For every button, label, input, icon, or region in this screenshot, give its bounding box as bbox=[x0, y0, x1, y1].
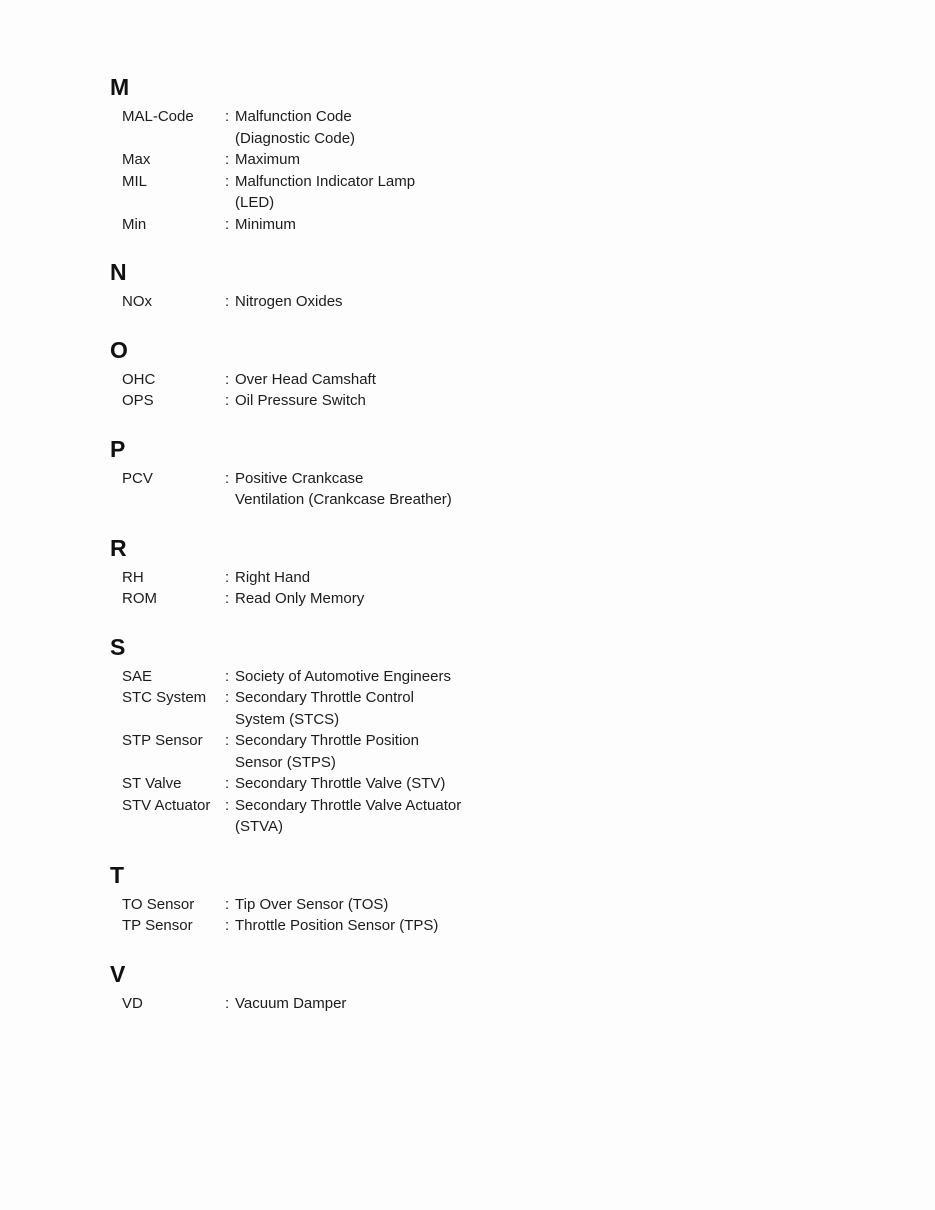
definition-separator: : bbox=[225, 568, 230, 586]
letter-section bbox=[110, 436, 610, 511]
abbreviation-entry bbox=[122, 214, 610, 236]
abbreviation-definition bbox=[235, 915, 610, 937]
abbreviation-term: RH bbox=[122, 568, 144, 586]
definition-line: Read Only Memory bbox=[235, 590, 365, 607]
definition-line: Minimum bbox=[235, 215, 296, 233]
abbreviation-definition bbox=[235, 894, 610, 916]
abbreviation-term: PCV bbox=[122, 469, 153, 487]
abbreviation-entry bbox=[122, 567, 610, 589]
abbreviation-definition bbox=[235, 773, 610, 795]
definition-line: (STVA) bbox=[235, 818, 284, 835]
definition-line: Nitrogen Oxides bbox=[235, 293, 343, 310]
abbreviation-definition bbox=[235, 993, 610, 1015]
abbreviation-entry bbox=[122, 390, 610, 412]
definition-line: Secondary Throttle Valve (STV) bbox=[235, 775, 446, 792]
letter-section bbox=[110, 862, 610, 937]
abbreviation-term: Max bbox=[122, 151, 151, 168]
abbreviation-definition bbox=[235, 468, 610, 511]
abbreviation-term: STV Actuator bbox=[122, 796, 211, 814]
abbreviation-entry bbox=[122, 993, 610, 1015]
definition-line: Over Head Camshaft bbox=[235, 370, 376, 388]
section-entries bbox=[110, 894, 610, 937]
abbreviation-term: STP Sensor bbox=[122, 732, 203, 749]
definition-separator: : bbox=[225, 215, 230, 233]
definition-line: Society of Automotive Engineers bbox=[235, 667, 451, 685]
abbreviation-entry bbox=[122, 730, 610, 773]
abbreviation-definition bbox=[235, 214, 610, 236]
section-letter-heading: T bbox=[110, 861, 125, 888]
definition-separator: : bbox=[225, 392, 230, 409]
section-letter-heading: P bbox=[110, 435, 126, 462]
section-letter-heading: O bbox=[110, 336, 128, 363]
definition-line: Malfunction Indicator Lamp bbox=[235, 172, 416, 190]
abbreviation-term: OHC bbox=[122, 370, 156, 388]
abbreviation-definition bbox=[235, 106, 610, 149]
abbreviation-entry bbox=[122, 291, 610, 313]
abbreviation-entry bbox=[122, 894, 610, 916]
definition-line: Ventilation (Crankcase Breather) bbox=[235, 491, 452, 508]
abbreviation-definition bbox=[235, 588, 610, 610]
section-entries bbox=[110, 106, 610, 235]
abbreviation-term: MAL-Code bbox=[122, 108, 194, 125]
abbreviation-list bbox=[110, 74, 610, 1038]
letter-section bbox=[110, 259, 610, 313]
definition-separator: : bbox=[225, 172, 230, 190]
letter-section bbox=[110, 535, 610, 610]
definition-line: Vacuum Damper bbox=[235, 994, 347, 1012]
abbreviation-definition bbox=[235, 795, 610, 838]
definition-line: (LED) bbox=[235, 194, 275, 211]
abbreviation-term: TP Sensor bbox=[122, 917, 193, 934]
abbreviation-term: ROM bbox=[122, 590, 157, 607]
letter-section bbox=[110, 634, 610, 838]
definition-separator: : bbox=[225, 796, 230, 814]
section-letter-heading: M bbox=[110, 74, 130, 100]
definition-separator: : bbox=[225, 370, 230, 388]
definition-separator: : bbox=[225, 689, 230, 706]
abbreviation-entry bbox=[122, 588, 610, 610]
abbreviation-term: STC System bbox=[122, 689, 207, 706]
section-entries bbox=[110, 369, 610, 412]
abbreviation-definition bbox=[235, 666, 610, 688]
abbreviation-term: ST Valve bbox=[122, 775, 182, 792]
definition-line: Oil Pressure Switch bbox=[235, 392, 366, 409]
definition-line: Tip Over Sensor (TOS) bbox=[235, 895, 389, 913]
section-entries bbox=[110, 666, 610, 838]
definition-separator: : bbox=[225, 667, 230, 685]
abbreviation-definition bbox=[235, 369, 610, 391]
definition-separator: : bbox=[225, 293, 230, 310]
definition-line: Throttle Position Sensor (TPS) bbox=[235, 917, 439, 934]
definition-line: Secondary Throttle Control bbox=[235, 689, 414, 706]
definition-separator: : bbox=[225, 108, 230, 125]
definition-line: System (STCS) bbox=[235, 710, 340, 728]
definition-line: Sensor (STPS) bbox=[235, 753, 336, 771]
abbreviation-term: MIL bbox=[122, 172, 148, 190]
definition-separator: : bbox=[225, 994, 230, 1012]
abbreviation-term: SAE bbox=[122, 667, 153, 685]
abbreviation-entry bbox=[122, 171, 610, 214]
letter-section bbox=[110, 74, 610, 235]
abbreviation-definition bbox=[235, 171, 610, 214]
definition-separator: : bbox=[225, 590, 230, 607]
abbreviation-entry bbox=[122, 666, 610, 688]
abbreviation-definition bbox=[235, 687, 610, 730]
abbreviation-entry bbox=[122, 795, 610, 838]
section-entries bbox=[110, 468, 610, 511]
definition-line: Malfunction Code bbox=[235, 108, 352, 125]
section-letter-heading: R bbox=[110, 534, 127, 561]
abbreviation-entry bbox=[122, 687, 610, 730]
definition-separator: : bbox=[225, 917, 230, 934]
definition-separator: : bbox=[225, 895, 230, 913]
section-entries bbox=[110, 993, 610, 1015]
letter-section bbox=[110, 337, 610, 412]
definition-line: (Diagnostic Code) bbox=[235, 129, 356, 147]
definition-line: Secondary Throttle Valve Actuator bbox=[235, 796, 462, 814]
abbreviation-entry bbox=[122, 369, 610, 391]
abbreviation-definition bbox=[235, 149, 610, 171]
section-letter-heading: N bbox=[110, 259, 127, 285]
abbreviation-term: VD bbox=[122, 994, 143, 1012]
definition-line: Maximum bbox=[235, 151, 301, 168]
abbreviation-term: OPS bbox=[122, 392, 154, 409]
definition-line: Secondary Throttle Position bbox=[235, 732, 419, 749]
abbreviation-entry bbox=[122, 468, 610, 511]
letter-section bbox=[110, 961, 610, 1015]
abbreviation-entry bbox=[122, 106, 610, 149]
abbreviation-definition bbox=[235, 291, 610, 313]
abbreviation-term: Min bbox=[122, 215, 147, 233]
definition-separator: : bbox=[225, 775, 230, 792]
abbreviation-entry bbox=[122, 149, 610, 171]
abbreviation-definition bbox=[235, 390, 610, 412]
abbreviation-definition bbox=[235, 730, 610, 773]
section-entries bbox=[110, 291, 610, 313]
definition-separator: : bbox=[225, 469, 230, 487]
abbreviation-term: NOx bbox=[122, 293, 152, 310]
definition-separator: : bbox=[225, 732, 230, 749]
definition-line: Positive Crankcase bbox=[235, 469, 364, 487]
definition-separator: : bbox=[225, 151, 230, 168]
abbreviation-definition bbox=[235, 567, 610, 589]
section-entries bbox=[110, 567, 610, 610]
abbreviation-entry bbox=[122, 915, 610, 937]
section-letter-heading: S bbox=[110, 633, 126, 660]
abbreviation-term: TO Sensor bbox=[122, 895, 195, 913]
section-letter-heading: V bbox=[110, 960, 126, 987]
definition-line: Right Hand bbox=[235, 568, 311, 586]
abbreviation-entry bbox=[122, 773, 610, 795]
